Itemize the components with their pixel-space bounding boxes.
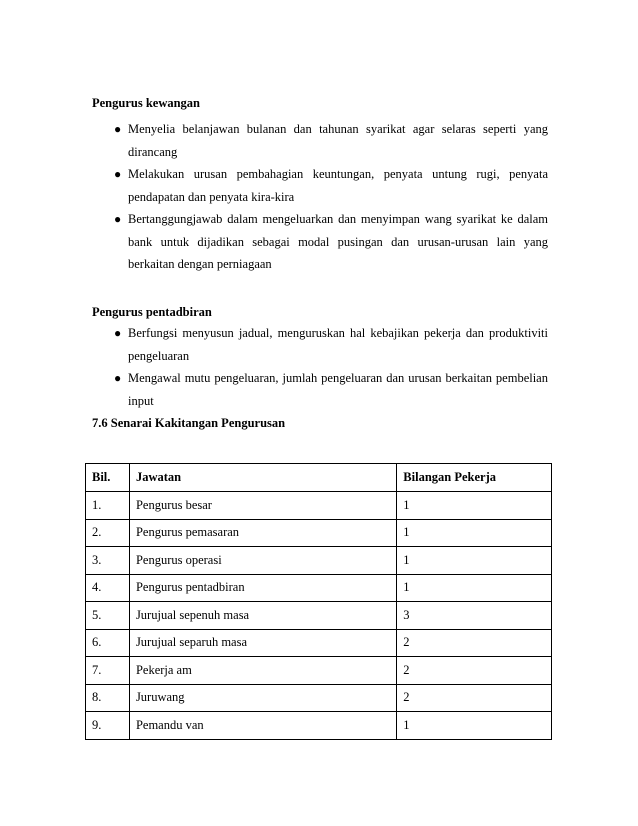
table-row	[86, 712, 552, 740]
cell-bilangan: 1	[397, 492, 552, 520]
bullet-icon: ●	[114, 122, 122, 136]
cell-bil: 9.	[86, 712, 130, 740]
cell-bil: 3.	[86, 547, 130, 575]
bullet-icon: ●	[114, 212, 122, 226]
kewangan-bullet-list	[92, 118, 548, 276]
column-header-bilangan: Bilangan Pekerja	[397, 464, 552, 492]
list-item	[92, 367, 548, 412]
cell-jawatan: Pengurus besar	[129, 492, 396, 520]
list-item	[92, 118, 548, 163]
list-item-text: Melakukan urusan pembahagian keuntungan, penyata untung rugi, penyata pendapatan dan penyata kira-kira	[128, 167, 548, 204]
cell-bilangan: 2	[397, 629, 552, 657]
cell-bil: 2.	[86, 519, 130, 547]
heading-pengurus-pentadbiran: Pengurus pentadbiran	[92, 305, 212, 319]
cell-bil: 1.	[86, 492, 130, 520]
table-row	[86, 547, 552, 575]
bullet-icon: ●	[114, 326, 122, 340]
heading-senarai-kakitangan: 7.6 Senarai Kakitangan Pengurusan	[92, 416, 286, 430]
cell-bil: 4.	[86, 574, 130, 602]
cell-bilangan: 1	[397, 574, 552, 602]
table-row	[86, 657, 552, 685]
pentadbiran-bullet-list	[92, 322, 548, 412]
list-item-text: Bertanggungjawab dalam mengeluarkan dan menyimpan wang syarikat ke dalam bank untuk dijadikan sebagai modal pusingan dan urusan-urusan lain yang berkaitan dengan perniagaan	[128, 212, 548, 271]
list-item	[92, 208, 548, 276]
cell-jawatan: Pengurus pentadbiran	[129, 574, 396, 602]
cell-bil: 6.	[86, 629, 130, 657]
list-item-text: Mengawal mutu pengeluaran, jumlah pengeluaran dan urusan berkaitan pembelian input	[128, 371, 548, 408]
table-row	[86, 629, 552, 657]
table-row	[86, 519, 552, 547]
bullet-icon: ●	[114, 167, 122, 181]
list-item-text: Menyelia belanjawan bulanan dan tahunan syarikat agar selaras seperti yang dirancang	[128, 122, 548, 159]
cell-jawatan: Jurujual sepenuh masa	[129, 602, 396, 630]
table-row	[86, 684, 552, 712]
cell-bilangan: 2	[397, 684, 552, 712]
heading-pengurus-kewangan: Pengurus kewangan	[92, 96, 201, 110]
cell-jawatan: Pengurus pemasaran	[129, 519, 396, 547]
table-header-row	[86, 464, 552, 492]
cell-bilangan: 1	[397, 519, 552, 547]
cell-bil: 5.	[86, 602, 130, 630]
cell-bilangan: 3	[397, 602, 552, 630]
table-row	[86, 602, 552, 630]
cell-jawatan: Pekerja am	[129, 657, 396, 685]
cell-bilangan: 2	[397, 657, 552, 685]
list-item	[92, 163, 548, 208]
cell-jawatan: Pengurus operasi	[129, 547, 396, 575]
column-header-jawatan: Jawatan	[129, 464, 396, 492]
cell-bil: 7.	[86, 657, 130, 685]
bullet-icon: ●	[114, 371, 122, 385]
cell-jawatan: Jurujual separuh masa	[129, 629, 396, 657]
cell-bil: 8.	[86, 684, 130, 712]
cell-bilangan: 1	[397, 547, 552, 575]
cell-jawatan: Juruwang	[129, 684, 396, 712]
table-row	[86, 492, 552, 520]
staff-table	[85, 463, 552, 740]
cell-bilangan: 1	[397, 712, 552, 740]
table-row	[86, 574, 552, 602]
cell-jawatan: Pemandu van	[129, 712, 396, 740]
column-header-bil: Bil.	[86, 464, 130, 492]
list-item-text: Berfungsi menyusun jadual, menguruskan hal kebajikan pekerja dan produktiviti pengeluaran	[128, 326, 548, 363]
list-item	[92, 322, 548, 367]
